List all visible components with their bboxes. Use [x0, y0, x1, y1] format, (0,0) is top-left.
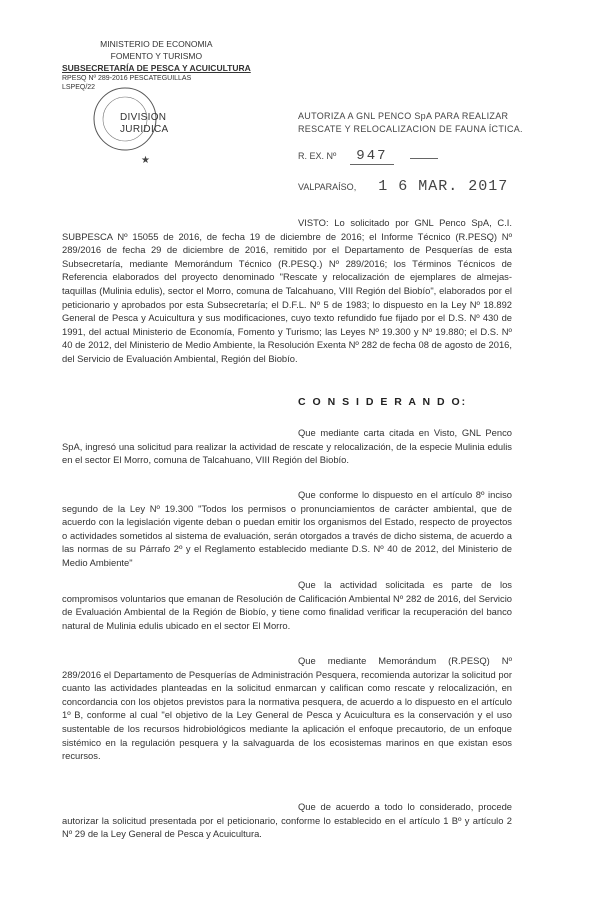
rex-blank	[410, 158, 438, 159]
seal-text: DIVISION JURIDICA	[120, 112, 169, 135]
city: VALPARAÍSO,	[298, 182, 357, 192]
letterhead	[62, 38, 251, 92]
visto-paragraph: VISTO: Lo solicitado por GNL Penco SpA, C.I. SUBPESCA Nº 15055 de 2016, de fecha 19 de diciembre de 2016; el Informe Técnico (R.PESQ) Nº 289/2016 de fecha 29 de diciembre de 2016, remitido por el Departamento de Pesquerías de esta Subsecretaría, mediante Memorándum Técnico (R.PESQ.) Nº 289/2016; los Términos Técnicos de Referencia elaborados del proyecto denominado "Rescate y relocalización de ejemplares de almejas- taquillas (Mulinia edulis), sector el Morro, comuna de Talcahuano, VIII Región del Biobío", elaborados por el peticionario y aprobados por esta Subsecretaría; el D.F.L. Nº 5 de 1983; lo dispuesto en la Ley Nº 18.892 General de Pesca y Acuicultura y sus modificaciones, cuyo texto refundido fue fijado por el D.S. Nº 430 de 1991, del actual Ministerio de Economía, Fomento y Turismo; las Leyes Nº 19.300 y Nº 19.880; el D.S. Nº 40 de 2012, del Ministerio de Medio Ambiente, la Resolución Exenta Nº 282 de fecha 08 de agosto de 2016, del Servicio de Evaluación Ambiental, Región del Biobío.	[62, 217, 512, 364]
resolution-number	[298, 148, 438, 164]
resolution-title: AUTORIZA A GNL PENCO SpA PARA REALIZAR RESCATE Y RELOCALIZACION DE FAUNA ÍCTICA.	[298, 111, 523, 134]
considerando-heading: C O N S I D E R A N D O:	[298, 396, 468, 408]
subsecretaria-name: SUBSECRETARÍA DE PESCA Y ACUICULTURA	[62, 63, 251, 73]
star-icon: ★	[141, 155, 150, 166]
date-stamp: 1 6 MAR. 2017	[378, 178, 509, 195]
ministry-name: MINISTERIO DE ECONOMIA	[100, 39, 213, 49]
considerando-paragraph-3: Que la actividad solicitada es parte de los compromisos voluntarios que emanan de Resolución de Calificación Ambiental Nº 282 de 2016, del Servicio de Evaluación Ambiental de la Región de Biobío, y tiene como finalidad verificar la recuperación del banco natural de Mulinia edulis ubicado en el sector El Morro.	[62, 579, 512, 631]
ministry-name-2: FOMENTO Y TURISMO	[110, 51, 203, 61]
considerando-paragraph-2: Que conforme lo dispuesto en el artículo 8º inciso segundo de la Ley Nº 19.300 "Todos los permisos o pronunciamientos de carácter ambiental, que de acuerdo con la legislación vigente deban o puedan emitir los organismos del Estado, respecto de proyectos o actividades sometidos al sistema de evaluación, serán otorgados a través de dicho sistema, de acuerdo a las normas de su Párrafo 2º y el Reglamento establecido mediante D.S. Nº 40 de 2012, del Ministerio de Medio Ambiente"	[62, 489, 512, 568]
reference-code-2: LSPEQ/22	[62, 84, 96, 91]
rex-number: 947	[350, 148, 393, 165]
place-date	[298, 178, 508, 195]
considerando-paragraph-5: Que de acuerdo a todo lo considerado, procede autorizar la solicitud presentada por el peticionario, conforme lo establecido en el artículo 1 Bº y artículo 2 Nº 29 de la Ley General de Pesca y Acuicultura.	[62, 801, 512, 840]
rex-label: R. EX. Nº	[298, 151, 337, 161]
reference-code: RPESQ Nº 289-2016 PESCATEGUILLAS	[62, 75, 192, 82]
considerando-paragraph-4: Que mediante Memorándum (R.PESQ) Nº 289/2016 el Departamento de Pesquerías de Administración Pesquera, recomienda autorizar la solicitud por cuanto las actividades planteadas en la solicitud enmarcan y califican como rescate y relocalización, en concordancia con los objetos previstos para la normativa pesquera, de acuerdo a lo dispuesto en el artículo 1º B, conforme al cual "el objetivo de la Ley General de Pesca y Acuicultura es la conservación y el uso sustentable de los recursos hidrobiológicos mediante la aplicación el enfoque precautorio, de un enfoque sistémico en la regulación pesquera y la salvaguarda de los ecosistemas marinos en que existan esos recursos.	[62, 655, 512, 762]
considerando-paragraph-1: Que mediante carta citada en Visto, GNL Penco SpA, ingresó una solicitud para realizar la actividad de rescate y relocalización, de la especie Mulinia edulis en el sector El Morro, comuna de Talcahuano, VIII Región del Biobío.	[62, 427, 512, 466]
